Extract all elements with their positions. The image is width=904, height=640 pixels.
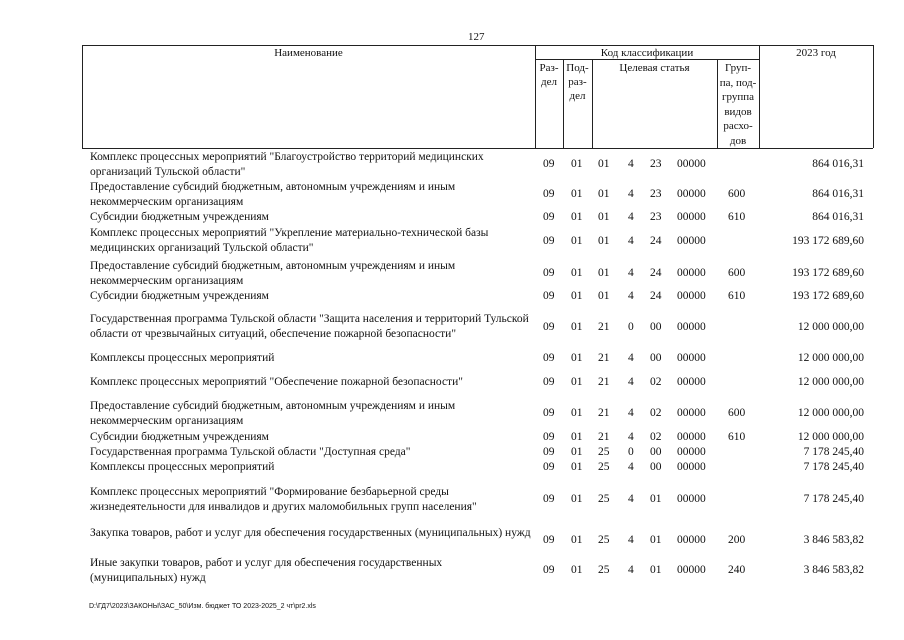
row-c4: 00000 [677, 267, 706, 279]
row-name: Иные закупки товаров, работ и услуг для обеспечения государственных (муниципальных) нужд [90, 557, 443, 584]
row-c2: 4 [628, 493, 634, 505]
row-rz: 09 [543, 188, 555, 200]
row-c4: 00000 [677, 407, 706, 419]
header-name: Наименование [274, 47, 343, 59]
row-c2: 4 [628, 534, 634, 546]
header-podrazdel: Под- раз- дел [566, 62, 589, 102]
row-pr: 01 [571, 431, 583, 443]
row-c1: 25 [598, 446, 610, 458]
row-amount: 12 000 000,00 [797, 321, 864, 333]
table-left-border [82, 45, 83, 148]
row-vr: 200 [728, 534, 746, 546]
row-amount: 7 178 245,40 [803, 446, 864, 458]
row-c2: 0 [628, 321, 634, 333]
row-rz: 09 [543, 235, 555, 247]
row-c4: 00000 [677, 158, 706, 170]
row-vr: 610 [728, 211, 746, 223]
row-pr: 01 [571, 290, 583, 302]
row-vr: 240 [728, 564, 746, 576]
row-amount: 7 178 245,40 [803, 461, 864, 473]
row-c1: 21 [598, 352, 610, 364]
row-rz: 09 [543, 564, 555, 576]
row-amount: 193 172 689,60 [792, 235, 864, 247]
row-name: Субсидии бюджетным учреждениям [90, 431, 269, 443]
row-pr: 01 [571, 321, 583, 333]
row-c2: 0 [628, 446, 634, 458]
header-razdel: Раз- дел [539, 62, 559, 88]
row-c2: 4 [628, 235, 634, 247]
row-c2: 4 [628, 564, 634, 576]
header-code-group: Код классификации [600, 47, 694, 59]
row-pr: 01 [571, 211, 583, 223]
row-pr: 01 [571, 534, 583, 546]
row-name: Государственная программа Тульской области "Защита населения и территорий Тульской области от чрезвычайных ситуаций, обеспечение пожарной безопасности" [90, 313, 529, 340]
row-c2: 4 [628, 158, 634, 170]
row-c1: 01 [598, 188, 610, 200]
row-c1: 01 [598, 290, 610, 302]
row-pr: 01 [571, 158, 583, 170]
row-rz: 09 [543, 321, 555, 333]
row-amount: 12 000 000,00 [797, 376, 864, 388]
row-c3: 24 [650, 267, 662, 279]
row-c4: 00000 [677, 446, 706, 458]
row-c4: 00000 [677, 431, 706, 443]
row-c3: 02 [650, 376, 662, 388]
row-name: Комплексы процессных мероприятий [90, 352, 275, 364]
row-amount: 12 000 000,00 [797, 407, 864, 419]
row-amount: 12 000 000,00 [797, 352, 864, 364]
row-c1: 21 [598, 321, 610, 333]
row-amount: 193 172 689,60 [792, 290, 864, 302]
row-c3: 23 [650, 211, 662, 223]
row-c3: 01 [650, 564, 662, 576]
row-name: Предоставление субсидий бюджетным, автономным учреждениям и иным некоммерческим организациям [90, 181, 456, 208]
row-vr: 600 [728, 407, 746, 419]
page-number: 127 [468, 31, 485, 43]
row-c1: 25 [598, 534, 610, 546]
row-amount: 3 846 583,82 [803, 534, 864, 546]
row-c3: 00 [650, 461, 662, 473]
row-pr: 01 [571, 446, 583, 458]
row-name: Субсидии бюджетным учреждениям [90, 211, 269, 223]
row-c3: 02 [650, 407, 662, 419]
row-c2: 4 [628, 188, 634, 200]
row-pr: 01 [571, 235, 583, 247]
row-c2: 4 [628, 352, 634, 364]
row-name: Субсидии бюджетным учреждениям [90, 290, 269, 302]
row-vr: 600 [728, 188, 746, 200]
row-vr: 600 [728, 267, 746, 279]
row-c2: 4 [628, 211, 634, 223]
row-c3: 02 [650, 431, 662, 443]
row-amount: 3 846 583,82 [803, 564, 864, 576]
row-c4: 00000 [677, 376, 706, 388]
row-name: Комплекс процессных мероприятий "Укрепление материально-технической базы медицинских организаций Тульской области" [90, 227, 489, 254]
row-amount: 7 178 245,40 [803, 493, 864, 505]
row-c2: 4 [628, 407, 634, 419]
row-pr: 01 [571, 493, 583, 505]
row-pr: 01 [571, 376, 583, 388]
row-c1: 25 [598, 564, 610, 576]
row-pr: 01 [571, 564, 583, 576]
row-rz: 09 [543, 211, 555, 223]
table-right-border [873, 45, 874, 148]
row-rz: 09 [543, 534, 555, 546]
row-c1: 01 [598, 267, 610, 279]
row-pr: 01 [571, 188, 583, 200]
row-c1: 21 [598, 431, 610, 443]
row-c4: 00000 [677, 534, 706, 546]
row-amount: 864 016,31 [812, 158, 864, 170]
row-rz: 09 [543, 407, 555, 419]
header-year: 2023 год [796, 47, 836, 59]
row-c4: 00000 [677, 235, 706, 247]
row-c3: 23 [650, 188, 662, 200]
row-c4: 00000 [677, 352, 706, 364]
row-vr: 610 [728, 290, 746, 302]
row-rz: 09 [543, 158, 555, 170]
row-pr: 01 [571, 267, 583, 279]
row-name: Предоставление субсидий бюджетным, автономным учреждениям и иным некоммерческим организациям [90, 260, 456, 287]
row-rz: 09 [543, 493, 555, 505]
row-rz: 09 [543, 431, 555, 443]
row-c1: 25 [598, 493, 610, 505]
row-c3: 24 [650, 290, 662, 302]
row-rz: 09 [543, 376, 555, 388]
row-vr: 610 [728, 431, 746, 443]
row-c4: 00000 [677, 290, 706, 302]
row-c3: 00 [650, 446, 662, 458]
row-c3: 23 [650, 158, 662, 170]
row-c3: 01 [650, 534, 662, 546]
row-c2: 4 [628, 376, 634, 388]
row-amount: 864 016,31 [812, 188, 864, 200]
row-c3: 00 [650, 321, 662, 333]
file-path-footer: D:\ГД7\2023\ЗАКОНЫ\ЗАС_50\Изм. бюджет ТО 2023-2025_2 чт\pr2.xls [89, 603, 316, 610]
row-pr: 01 [571, 407, 583, 419]
header-target: Целевая статья [619, 62, 690, 74]
row-amount: 12 000 000,00 [797, 431, 864, 443]
row-rz: 09 [543, 290, 555, 302]
row-c1: 21 [598, 376, 610, 388]
col-divider-year [759, 45, 760, 148]
row-amount: 193 172 689,60 [792, 267, 864, 279]
row-c2: 4 [628, 461, 634, 473]
row-c4: 00000 [677, 188, 706, 200]
row-rz: 09 [543, 352, 555, 364]
row-c1: 25 [598, 461, 610, 473]
row-rz: 09 [543, 267, 555, 279]
row-c3: 24 [650, 235, 662, 247]
row-name: Государственная программа Тульской области "Доступная среда" [90, 446, 411, 458]
row-name: Комплекс процессных мероприятий "Обеспечение пожарной безопасности" [90, 376, 463, 388]
row-amount: 864 016,31 [812, 211, 864, 223]
row-c1: 21 [598, 407, 610, 419]
row-c2: 4 [628, 290, 634, 302]
row-name: Комплекс процессных мероприятий "Благоустройство территорий медицинских организаций Тульской области" [90, 151, 484, 178]
row-c2: 4 [628, 267, 634, 279]
row-name: Закупка товаров, работ и услуг для обеспечения государственных (муниципальных) нужд [90, 527, 531, 539]
row-c1: 01 [598, 158, 610, 170]
row-c4: 00000 [677, 493, 706, 505]
row-c4: 00000 [677, 564, 706, 576]
row-c4: 00000 [677, 461, 706, 473]
row-rz: 09 [543, 446, 555, 458]
row-c4: 00000 [677, 211, 706, 223]
row-pr: 01 [571, 352, 583, 364]
row-c1: 01 [598, 211, 610, 223]
header-bottom-border [82, 148, 873, 149]
header-vid: Груп- па, под- группа видов расхо- дов [719, 62, 757, 147]
row-c3: 00 [650, 352, 662, 364]
row-rz: 09 [543, 461, 555, 473]
row-pr: 01 [571, 461, 583, 473]
row-name: Комплекс процессных мероприятий "Формирование безбарьерной среды жизнедеятельности для инвалидов и других маломобильных групп населения" [90, 486, 477, 513]
row-name: Комплексы процессных мероприятий [90, 461, 275, 473]
row-c1: 01 [598, 235, 610, 247]
row-c4: 00000 [677, 321, 706, 333]
row-name: Предоставление субсидий бюджетным, автономным учреждениям и иным некоммерческим организациям [90, 400, 456, 427]
row-c3: 01 [650, 493, 662, 505]
row-c2: 4 [628, 431, 634, 443]
